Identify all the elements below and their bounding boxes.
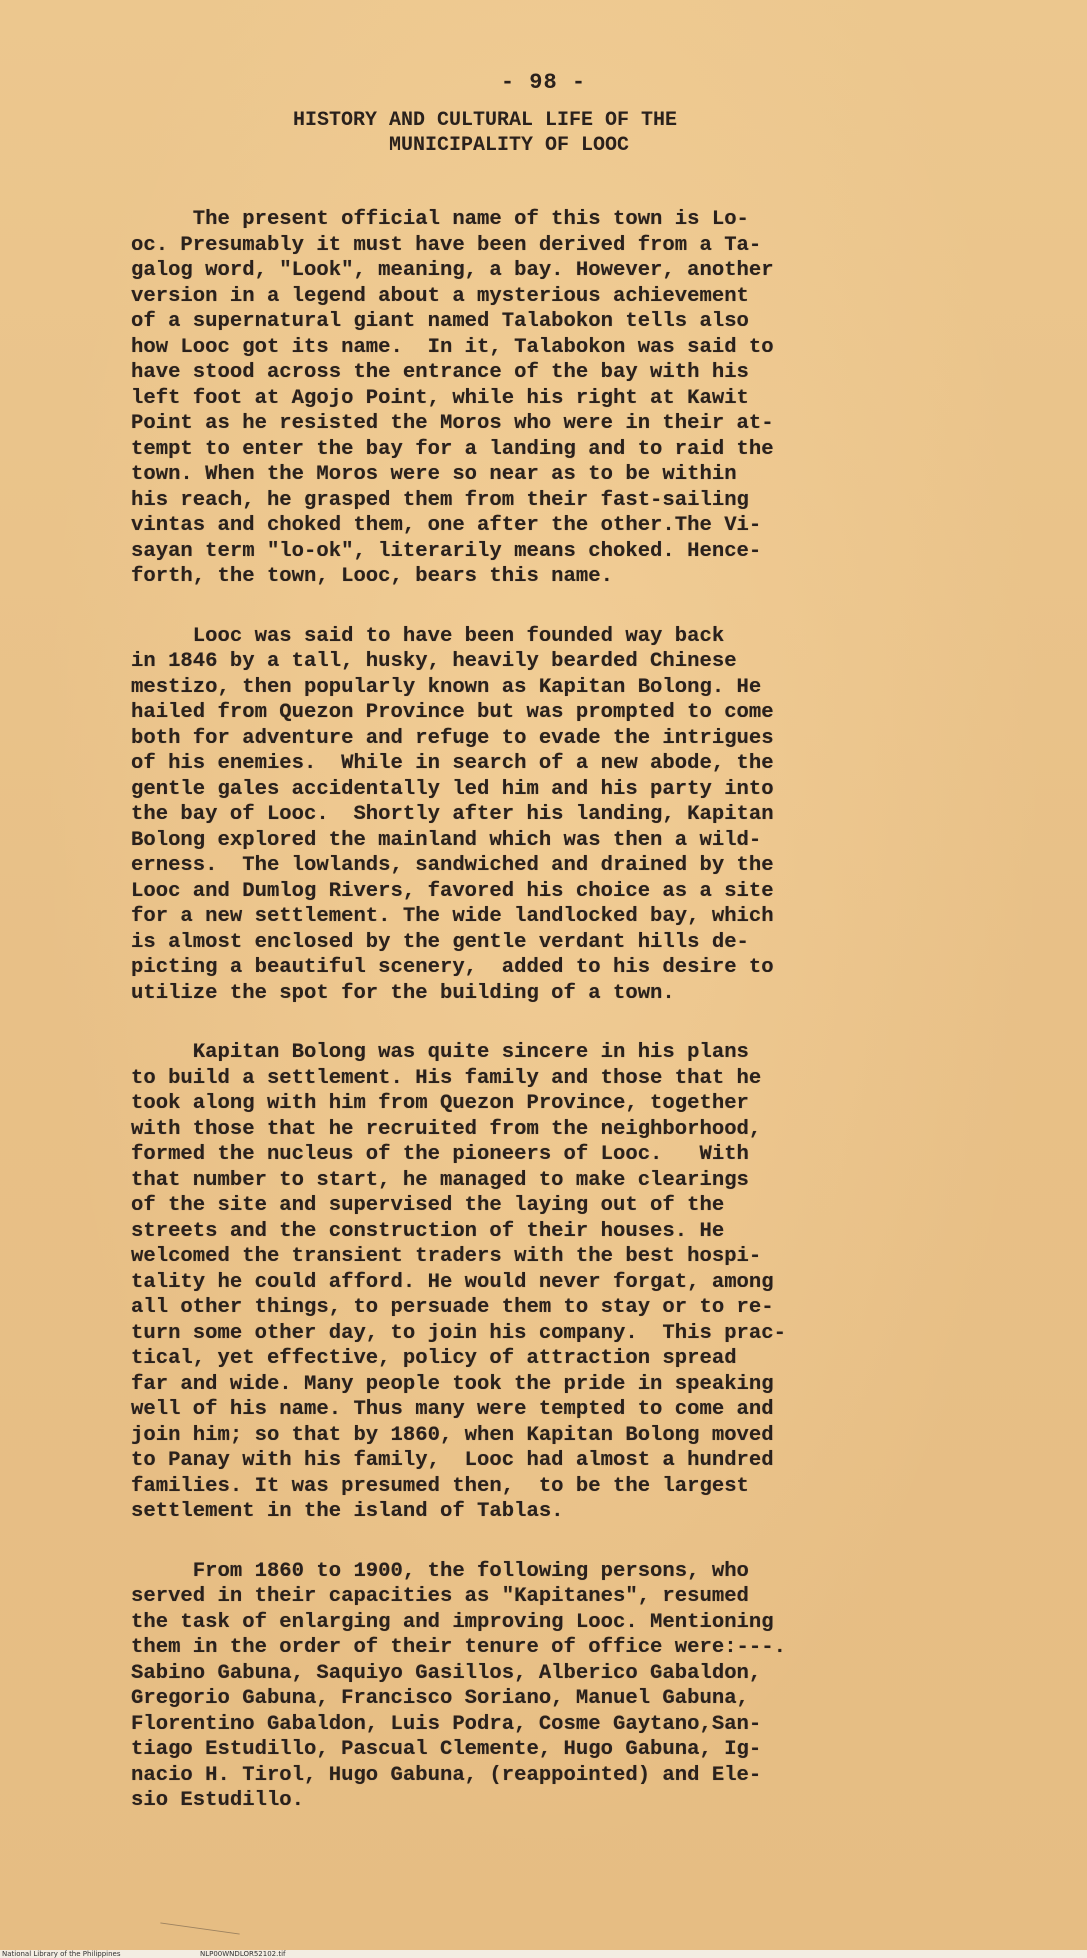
scan-footer xyxy=(0,1950,1087,1958)
page-title: HISTORY AND CULTURAL LIFE OF THE MUNICIPALITY OF LOOC xyxy=(292,109,678,157)
page-number: - 98 - xyxy=(500,70,587,95)
footer-filename: NLP00WNDLOR52102.tif xyxy=(200,1950,286,1958)
paragraph-settlement: Kapitan Bolong was quite sincere in his plans to build a settlement. His family and those that he took along with him from Quezon Province, together with those that he recruited from the neighborhood, formed the nucleus of the pioneers of Looc. With that number to start, he managed to make clearings of the site and supervised the laying out of the streets and the construction of their houses. He welcomed the transient traders with the best hospi- tality he could afford. He would never forgat, among all other things, to persuade them to stay or to re- turn some other day, to join his company. This prac- tical, yet effective, policy of attraction spread far and wide. Many people took the pride in speaking well of his name. Thus many were tempted to come and join him; so that by 1860, when Kapitan Bolong moved to Panay with his family, Looc had almost a hundred families. It was presumed then, to be the largest settlement in the island of Tablas. xyxy=(131,1041,786,1523)
paragraph-founding: Looc was said to have been founded way back in 1846 by a tall, husky, heavily bearded Chinese mestizo, then popularly known as Kapitan Bolong. He hailed from Quezon Province but was prompted to come both for adventure and refuge to evade the intrigues of his enemies. While in search of a new abode, the gentle gales accidentally led him and his party into the bay of Looc. Shortly after his landing, Kapitan Bolong explored the mainland which was then a wild- erness. The lowlands, sandwiched and drained by the Looc and Dumlog Rivers, favored his choice as a site for a new settlement. The wide landlocked bay, which is almost enclosed by the gentle verdant hills de- picting a beautiful scenery, added to his desire to utilize the spot for the building of a town. xyxy=(131,624,774,1005)
paragraph-kapitanes: From 1860 to 1900, the following persons, who served in their capacities as "Kapitanes", resumed the task of enlarging and improving Looc. Mentioning them in the order of their tenure of office were:---. Sabino Gabuna, Saquiyo Gasillos, Alberico Gabaldon, Gregorio Gabuna, Francisco Soriano, Manuel Gabuna, Florentino Gabaldon, Luis Podra, Cosme Gaytano,San- tiago Estudillo, Pascual Clemente, Hugo Gabuna, Ig- nacio H. Tirol, Hugo Gabuna, (reappointed) and Ele- sio Estudillo. xyxy=(131,1559,786,1812)
paragraph-name-origin: The present official name of this town is Lo- oc. Presumably it must have been derived from a Ta- galog word, "Look", meaning, a bay. However, another version in a legend about a mysterious achievement of a supernatural giant named Talabokon tells also how Looc got its name. In it, Talabokon was said to have stood across the entrance of the bay with his left foot at Agojo Point, while his right at Kawit Point as he resisted the Moros who were in their at- tempt to enter the bay for a landing and to raid the town. When the Moros were so near as to be within his reach, he grasped them from their fast-sailing vintas and choked them, one after the other.The Vi- sayan term "lo-ok", literarily means choked. Hence- forth, the town, Looc, bears this name. xyxy=(131,208,774,588)
body-text xyxy=(131,207,931,1814)
footer-library: National Library of the Philippines xyxy=(2,1950,121,1958)
stray-mark xyxy=(160,1922,239,1934)
